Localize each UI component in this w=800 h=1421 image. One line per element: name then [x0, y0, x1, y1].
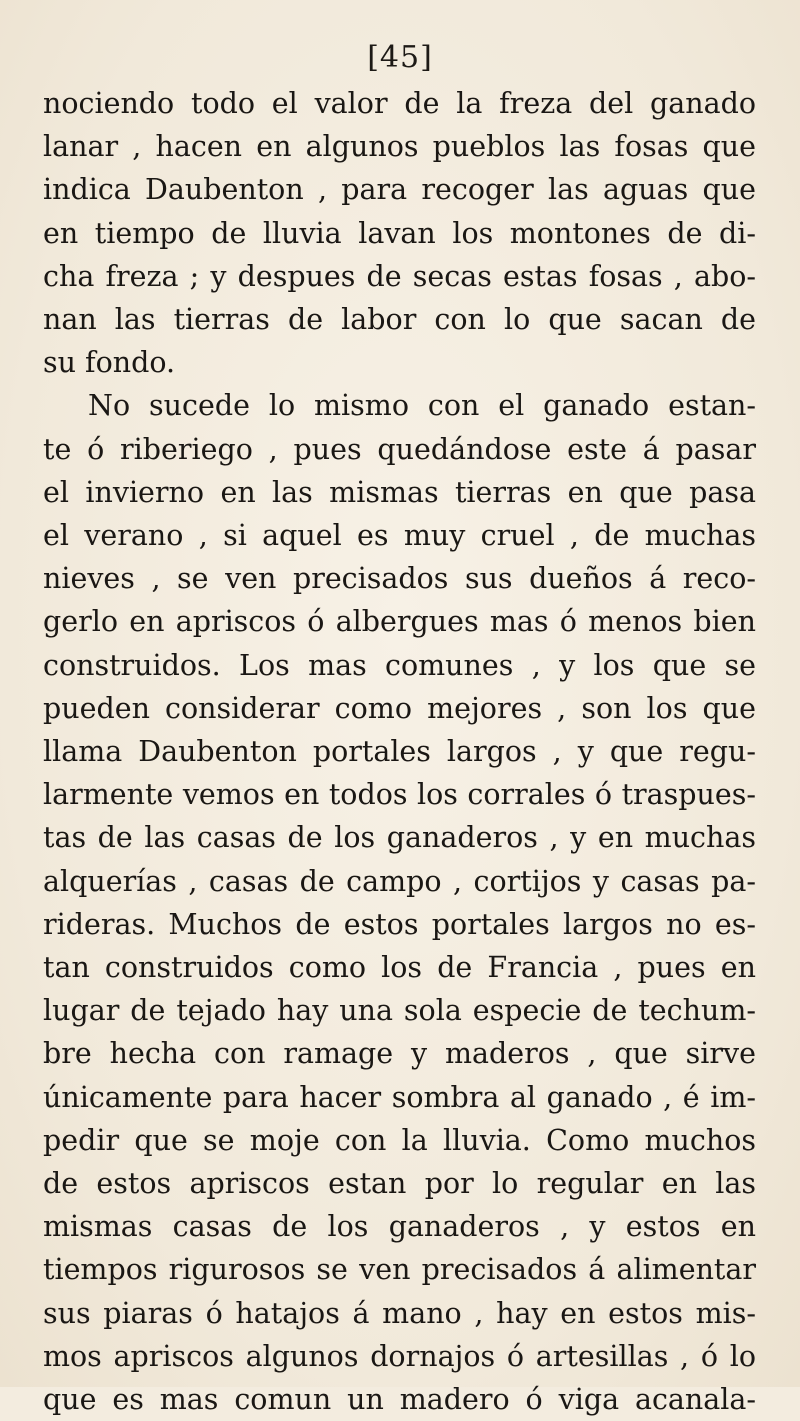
text-line: tas de las casas de los ganaderos , y en muchas	[43, 821, 756, 855]
text-line: construidos. Los mas comunes , y los que se	[43, 648, 756, 682]
text-line: bre hecha con ramage y maderos , que sirve	[43, 1037, 756, 1071]
text-line: nociendo todo el valor de la freza del ganado	[43, 87, 756, 120]
text-line: nan las tierras de labor con lo que sacan de	[43, 303, 756, 337]
text-line: indica Daubenton , para recoger las aguas que	[43, 173, 756, 207]
text-line: cha freza ; y despues de secas estas fosas , abo-	[43, 259, 756, 293]
text-line: No sucede lo mismo con el ganado estan-	[88, 389, 756, 423]
text-line: lanar , hacen en algunos pueblos las fosas que	[43, 130, 756, 164]
text-line: pedir que se moje con la lluvia. Como muchos	[43, 1123, 756, 1157]
text-line: te ó riberiego , pues quedándose este á pasar	[43, 432, 756, 466]
text-line: mos apriscos algunos dornajos ó artesillas , ó lo	[43, 1339, 756, 1373]
text-line: gerlo en apriscos ó albergues mas ó menos bien	[43, 605, 756, 639]
text-line: sus piaras ó hatajos á mano , hay en estos mis-	[43, 1296, 756, 1330]
text-line: tiempos rigurosos se ven precisados á alimentar	[43, 1253, 756, 1287]
text-line: lugar de tejado hay una sola especie de techum-	[43, 994, 756, 1028]
text-line: el invierno en las mismas tierras en que pasa	[43, 475, 756, 509]
text-line: tan construidos como los de Francia , pues en	[43, 951, 756, 985]
text-line: el verano , si aquel es muy cruel , de muchas	[43, 519, 756, 553]
page-number: [45]	[367, 40, 433, 75]
text-line: rideras. Muchos de estos portales largos no es-	[43, 907, 756, 941]
text-line: larmente vemos en todos los corrales ó traspues-	[43, 778, 756, 812]
text-line: nieves , se ven precisados sus dueños á reco-	[43, 562, 756, 596]
text-line: alquerías , casas de campo , cortijos y casas pa-	[43, 864, 756, 898]
text-line: que es mas comun un madero ó viga acanala-	[43, 1383, 756, 1417]
body-text	[43, 82, 756, 1421]
text-line: llama Daubenton portales largos , y que regu-	[43, 735, 756, 769]
text-line: mismas casas de los ganaderos , y estos en	[43, 1210, 756, 1244]
text-line: su fondo.	[43, 346, 176, 380]
text-line: de estos apriscos estan por lo regular en las	[43, 1167, 756, 1201]
text-line: pueden considerar como mejores , son los que	[43, 691, 756, 725]
text-line: únicamente para hacer sombra al ganado , é im-	[43, 1080, 756, 1114]
text-line: en tiempo de lluvia lavan los montones de di-	[43, 216, 756, 250]
